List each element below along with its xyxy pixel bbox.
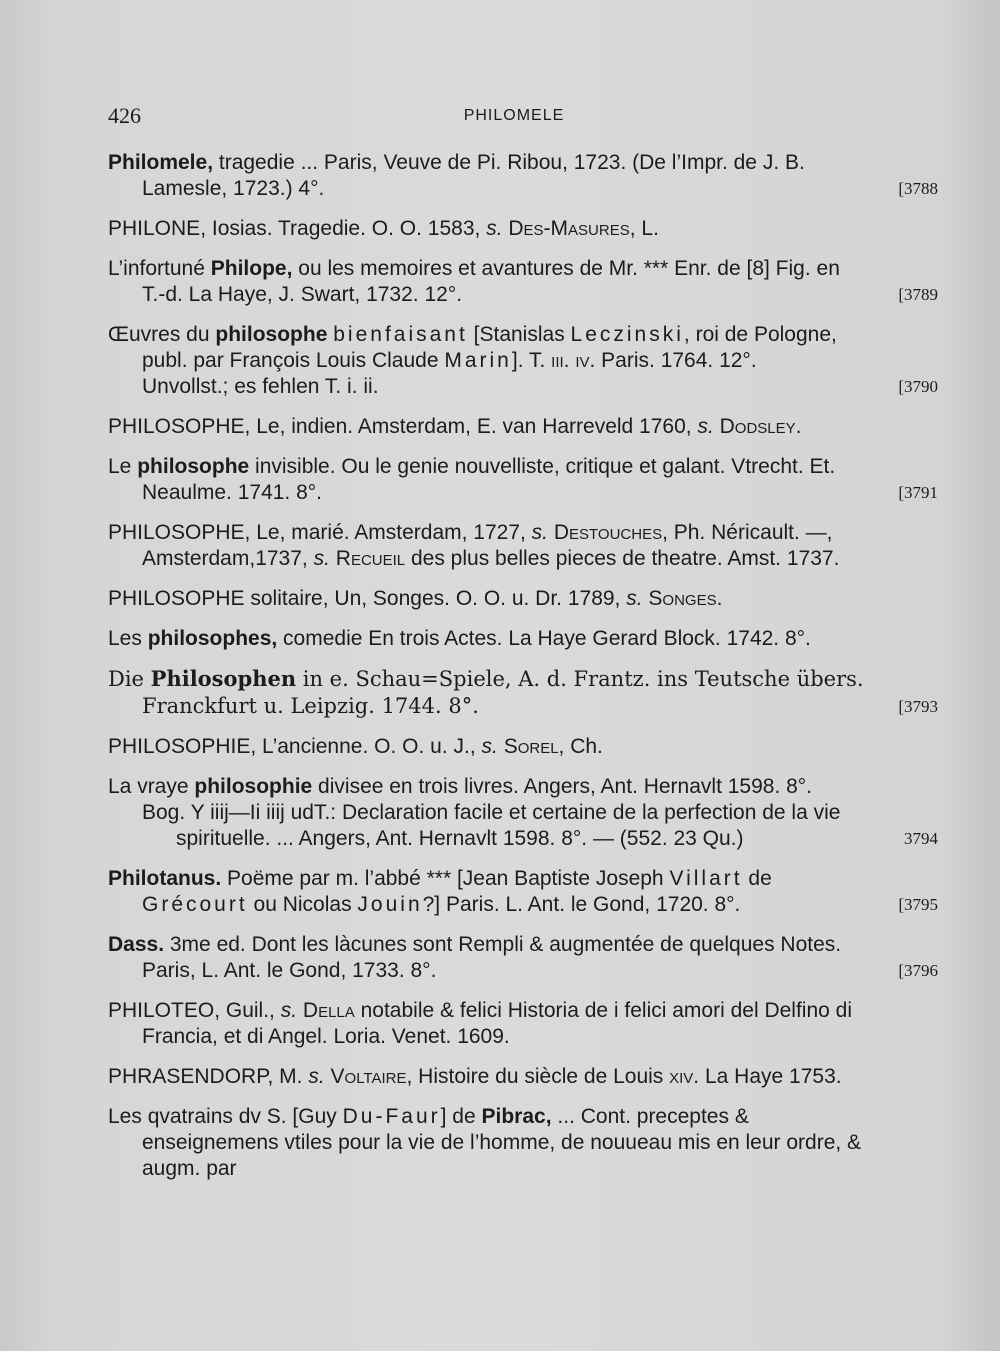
entry-text-segment: , Ch. [558,735,603,758]
entry-text-segment: . [716,587,723,610]
entry-text-segment: Les [108,627,148,650]
entry-text-segment: [Stanislas [467,323,571,346]
entry-number: [3795 [898,895,938,914]
bibliography-entry [108,998,938,1050]
entry-number: [3796 [898,961,938,980]
entry-text-segment: ... Cont. preceptes & enseignemens vtiles pour la vie de l’homme, de nouueau mis en leur ordre, & augm. par [142,1105,862,1180]
entry-note: Unvollst.; es fehlen T. i. ii. [142,375,379,398]
entry-text-segment: Le [108,455,138,478]
entry-text-segment: Sorel [503,735,559,758]
bibliography-entries [108,150,938,1196]
entry-text-segment: Des-Masures [508,217,630,240]
entry-text-segment: Jouin [357,893,423,916]
running-head: PHILOMELE [463,107,565,124]
entry-text-segment: ou les memoires et avantures de Mr. *** Enr. de [8] Fig. en T.-d. La Haye, J. Swart, 1732. 12°. [142,257,840,306]
bibliography-entry [108,454,938,506]
entry-text-segment: Philomele, [108,151,214,174]
entry-text-segment: , Ph. Néricault. —, Amsterdam,1737, [142,521,833,570]
entry-text-segment: s. [308,1065,325,1088]
entry-text-segment: Les qvatrains dv S. [Guy [108,1105,343,1128]
entry-text-segment: Die [108,667,151,691]
entry-text-segment: in e. Schau=Spiele, A. d. Frantz. ins Teutsche übers. Franckfurt u. Leipzig. 1744. 8°. [142,667,864,718]
entry-text-segment: La vraye [108,775,195,798]
entry-text-segment: PHILOTEO, Guil., [108,999,281,1022]
entry-text-segment: Destouches [553,521,663,544]
bibliography-entry [108,1064,938,1090]
bibliography-entry [108,586,938,612]
page-number: 426 [108,103,141,128]
entry-text-segment: s. [481,735,498,758]
entry-text-segment: Recueil [335,547,406,570]
entry-text-segment: Philosophen [150,666,297,691]
bibliography-entry [108,414,938,440]
entry-text-segment: s. [313,547,330,570]
entry-text-segment: Leczinski [570,323,684,346]
entry-text-segment: iii. iv. [551,349,596,372]
entry-note: Bog. Y iiij—Ii iiij udT.: Declaration facile et certaine de la perfection de la vie spirituelle. ... Angers, Ant. Hernavlt 1598. 8°. — (552. 23 Qu.) [142,801,841,850]
entry-text-segment: Philotanus. [108,867,222,890]
entry-text-segment: Marin [444,349,512,372]
entry-text-segment: Dass. [108,933,165,956]
entry-text-segment: s. [486,217,503,240]
bibliography-entry [108,866,938,918]
entry-text-segment: des plus belles pieces de theatre. Amst. 1737. [405,547,840,570]
entry-text-segment: s. [531,521,549,544]
bibliography-entry [108,734,938,760]
entry-text-segment: Dodsley [719,415,796,438]
bibliography-entry [108,520,938,572]
entry-text-segment: PHILOSOPHE solitaire, Un, Songes. O. O. u. Dr. 1789, [108,587,627,610]
entry-text-segment: philosophie [194,775,313,798]
entry-text-segment: . [795,415,802,438]
entry-text-segment: 3me ed. Dont les làcunes sont Rempli & augmentée de quelques Notes. Paris, L. Ant. le Gond, 1733. 8°. [142,933,842,982]
entry-text-segment: PHILOSOPHIE, L’ancienne. O. O. u. J., [108,735,482,758]
entry-text-segment: Grécourt [142,893,248,916]
bibliography-entry [108,322,938,400]
entry-text-segment: ] de [440,1105,482,1128]
entry-text-segment: PHILOSOPHE, Le, indien. Amsterdam, E. van Harreveld 1760, [108,415,698,438]
bibliography-entry [108,256,938,308]
entry-text-segment: , L. [629,217,659,240]
bibliography-entry [108,626,938,652]
entry-text-segment: divisee en trois livres. Angers, Ant. Hernavlt 1598. 8°. [312,775,813,798]
entry-text-segment: notabile & felici Historia de i felici amori del Delfino di Francia, et di Angel. Loria. Venet. 1609. [142,999,853,1048]
entry-text-segment: tragedie ... Paris, Veuve de Pi. Ribou, 1723. (De l’Impr. de J. B. Lamesle, 1723.) 4°. [142,151,805,200]
entry-text-segment: invisible. Ou le genie nouvelliste, critique et galant. Vtrecht. Et. Neaulme. 1741. 8°. [142,455,836,504]
entry-text-segment: , roi de Pologne, publ. par François Louis Claude [142,323,837,372]
entry-text-segment: s. [626,587,643,610]
entry-text-segment: Pibrac, [481,1105,552,1128]
bibliography-entry [108,666,938,720]
entry-text-segment: philosophe [215,323,328,346]
entry-text-segment: Della [302,999,355,1022]
entry-text-segment: comedie En trois Actes. La Haye Gerard Block. 1742. 8°. [277,627,811,650]
entry-number: [3791 [898,483,938,502]
entry-text-segment: s. [280,999,298,1022]
entry-text-segment: PHILOSOPHE, Le, marié. Amsterdam, 1727, [108,521,532,544]
entry-text-segment: , Histoire du siècle de Louis [406,1065,670,1088]
entry-text-segment: xiv. [669,1065,700,1088]
bibliography-entry [108,932,938,984]
entry-text-segment: ou Nicolas [247,893,358,916]
entry-text-segment: Villart [669,867,743,890]
entry-text-segment: PHRASENDORP, M. [108,1065,309,1088]
bibliography-entry [108,1104,938,1182]
entry-text-segment: PHILONE, Iosias. Tragedie. O. O. 1583, [108,217,487,240]
entry-text-segment: Œuvres du [108,323,216,346]
entry-number: [3789 [898,285,938,304]
entry-text-segment: La Haye 1753. [699,1065,842,1088]
entry-number: [3788 [898,179,938,198]
entry-text-segment: ?] Paris. L. Ant. le Gond, 1720. 8°. [422,893,741,916]
entry-text-segment: de [742,867,772,890]
entry-number: [3793 [898,697,938,716]
entry-text-segment: Songes [648,587,717,610]
entry-text-segment: L’infortuné [108,257,211,280]
bibliography-entry [108,216,938,242]
entry-number: [3790 [898,377,938,396]
entry-text-segment: s. [697,415,714,438]
entry-text-segment: ]. T. [511,349,552,372]
bibliography-entry: La vraye philosophie divisee en trois livres. Angers, Ant. Hernavlt 1598. 8°. Bog. Y iiij—Ii iiij udT.: Declaration facile et certaine de la perfection de la vie spirituelle. ... Angers, Ant. Hernavlt 1598. 8°. — (552. 23 Qu.) 3794 [108,775,938,850]
entry-text-segment: philosophe [137,455,250,478]
entry-text-segment: Paris. 1764. 12°. [595,349,757,372]
page-header [108,103,920,133]
entry-text-segment: Poëme par m. l’abbé *** [Jean Baptiste Joseph [221,867,670,890]
entry-text-segment: Voltaire [330,1065,407,1088]
entry-text-segment: Du-Faur [342,1105,441,1128]
entry-text-segment: bienfaisant [333,323,468,346]
bibliography-entry [108,150,938,202]
entry-text-segment: philosophes, [147,627,278,650]
entry-text-segment: Philope, [210,257,293,280]
